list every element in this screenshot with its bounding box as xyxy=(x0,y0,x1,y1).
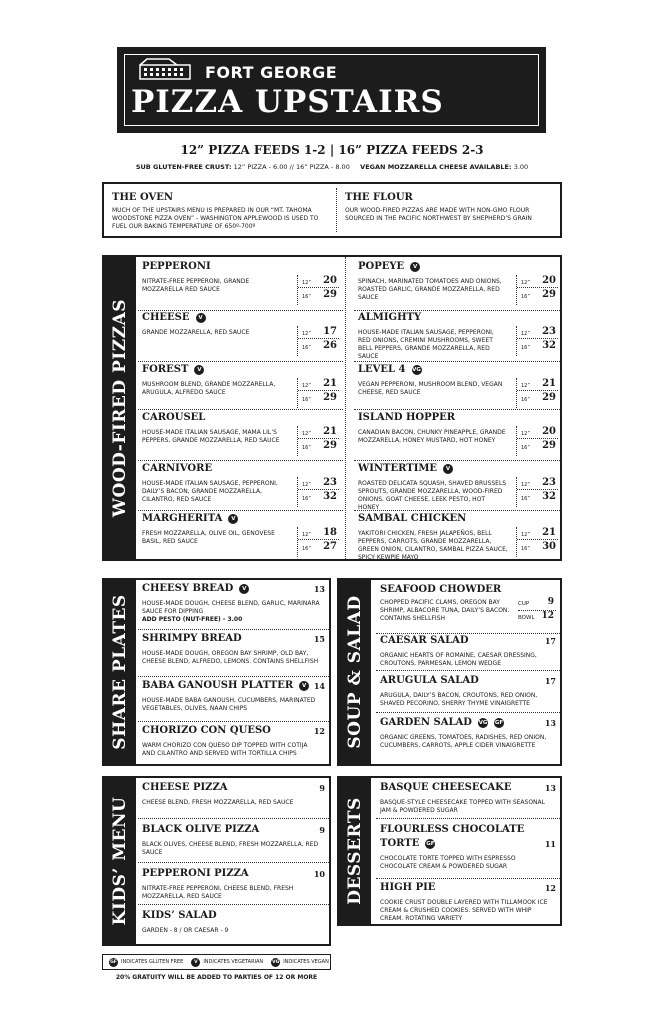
item-name-row xyxy=(380,882,435,893)
item-divider xyxy=(138,721,329,722)
item-name: CHEESE xyxy=(142,312,190,323)
diet-badge: GF xyxy=(110,959,117,965)
price-row-16 xyxy=(517,440,558,453)
item-name: CARNIVORE xyxy=(142,463,213,474)
item-divider xyxy=(138,629,329,630)
price-row-12 xyxy=(298,426,339,439)
menu-item-dessert xyxy=(380,782,556,820)
item-price: 11 xyxy=(544,839,556,849)
price-16: 29 xyxy=(323,440,337,451)
desserts-band-label: DESSERTS xyxy=(345,797,365,905)
item-divider xyxy=(138,862,329,863)
item-name-row xyxy=(142,412,205,423)
menu-item-pizza xyxy=(142,312,339,362)
menu-item-pizza xyxy=(358,364,558,410)
item-name-row xyxy=(380,675,479,686)
oven-flour-divider xyxy=(336,188,337,232)
vegan-cheese-text: 3.00 xyxy=(513,163,529,171)
price-box xyxy=(516,378,558,408)
item-price: 17 xyxy=(544,636,556,646)
price-row-16 xyxy=(298,289,339,302)
price-row-16 xyxy=(517,340,558,353)
price-12: 20 xyxy=(542,426,556,437)
item-name-row xyxy=(142,364,204,375)
item-name: FOREST xyxy=(142,364,189,375)
size-label: 12” xyxy=(302,532,311,538)
menu-item-pizza xyxy=(358,261,558,311)
item-description: BASQUE-STYLE CHEESECAKE TOPPED WITH SEASONAL JAM & POWDERED SUGAR xyxy=(380,799,545,814)
price-row-12 xyxy=(298,275,339,288)
price-16: 30 xyxy=(542,541,556,552)
item-name-row xyxy=(358,261,420,272)
item-divider xyxy=(138,409,343,410)
item-description: FRESH MOZZARELLA, OLIVE OIL, GENOVESE BASIL, RED SAUCE xyxy=(142,530,275,545)
menu-item-kids xyxy=(142,910,325,940)
price-box xyxy=(297,378,339,408)
item-name: KIDS’ SALAD xyxy=(142,910,217,921)
item-divider xyxy=(354,310,562,311)
item-divider xyxy=(376,878,560,879)
item-name-row xyxy=(380,717,504,728)
item-name-row xyxy=(142,725,271,736)
item-divider xyxy=(376,670,560,671)
item-price: 13 xyxy=(313,584,325,594)
item-description: HOUSE-MADE ITALIAN SAUSAGE, PEPPERONI, DAILY’S BACON, GRANDE MOZZARELLA, CILANTRO, RED SAUCE xyxy=(142,480,278,503)
legend-text: INDICATES VEGETARIAN xyxy=(203,959,264,965)
share-plates-section xyxy=(102,578,331,766)
item-price: 9 xyxy=(319,783,325,793)
item-divider xyxy=(354,361,562,362)
item-name-row xyxy=(142,633,242,644)
item-price: 15 xyxy=(313,634,325,644)
item-name: SHRIMPY BREAD xyxy=(142,633,242,644)
item-divider xyxy=(376,712,560,713)
item-name-row xyxy=(358,513,466,524)
item-divider xyxy=(138,818,329,819)
price-16: 27 xyxy=(323,541,337,552)
item-name: SEAFOOD CHOWDER xyxy=(380,584,502,595)
item-name-row xyxy=(358,312,421,323)
item-description: CHOPPED PACIFIC CLAMS, OREGON BAY SHRIMP, ALBACORE TUNA, DAILY’S BACON. CONTAINS SHELLFISH xyxy=(380,599,510,622)
cup-label: CUP xyxy=(518,601,530,607)
size-label: 12” xyxy=(521,383,530,389)
item-price: 9 xyxy=(319,825,325,835)
bowl-price: 12 xyxy=(541,611,554,621)
price-row-16 xyxy=(517,392,558,405)
diet-badge: VG xyxy=(412,366,421,373)
item-name-row xyxy=(142,910,217,921)
menu-item-share xyxy=(142,680,325,723)
item-name: BLACK OLIVE PIZZA xyxy=(142,824,260,835)
menu-item-pizza xyxy=(142,412,339,461)
item-description: CHEESE BLEND, FRESH MOZZARELLA, RED SAUCE xyxy=(142,799,294,806)
price-16: 32 xyxy=(542,340,556,351)
price-12: 20 xyxy=(323,275,337,286)
soup-band xyxy=(339,580,371,764)
price-row-16 xyxy=(517,491,558,504)
price-row-12 xyxy=(298,326,339,339)
menu-item-pizza xyxy=(358,312,558,362)
size-label: 12” xyxy=(521,331,530,337)
price-16: 29 xyxy=(323,289,337,300)
chowder-price-box xyxy=(518,597,556,625)
menu-item-share xyxy=(142,583,325,631)
menu-item-kids xyxy=(142,824,325,864)
item-description: HOUSE-MADE BABA GANOUSH, CUCUMBERS, MARINATED VEGETABLES, OLIVES, NAAN CHIPS xyxy=(142,697,316,712)
price-row-12 xyxy=(298,477,339,490)
item-description: ARUGULA, DAILY’S BACON, CROUTONS, RED ONION, SHAVED PECORINO, SHERRY THYME VINAIGRETTE xyxy=(380,692,538,707)
bowl-label: BOWL xyxy=(518,615,535,621)
menu-title: PIZZA UPSTAIRS xyxy=(131,84,444,120)
diet-badge: V xyxy=(239,584,249,594)
price-row-12 xyxy=(517,527,558,540)
menu-item-pizza xyxy=(358,463,558,511)
price-12: 23 xyxy=(323,477,337,488)
item-description: HOUSE-MADE DOUGH, OREGON BAY SHRIMP, OLD BAY, CHEESE BLEND, ALFREDO, LEMONS. CONTAINS SHELLFISH xyxy=(142,650,319,665)
dietary-legend xyxy=(102,954,331,970)
size-label: 12” xyxy=(302,280,311,286)
item-name-row xyxy=(142,261,211,272)
item-name: MARGHERITA xyxy=(142,513,223,524)
price-16: 32 xyxy=(323,491,337,502)
diet-badge: V xyxy=(443,464,453,474)
kids-menu-section xyxy=(102,776,331,946)
item-name-row xyxy=(142,782,228,793)
item-name-row xyxy=(358,463,453,474)
price-box xyxy=(297,275,339,305)
menu-item-dessert xyxy=(380,882,556,924)
item-name-row xyxy=(142,680,309,691)
diet-badge: VG xyxy=(478,719,488,726)
diet-badge: V xyxy=(191,958,200,967)
size-label: 16” xyxy=(302,546,311,552)
price-12: 21 xyxy=(542,378,556,389)
item-name: PEPPERONI xyxy=(142,261,211,272)
legend-item xyxy=(191,958,263,967)
price-12: 23 xyxy=(542,477,556,488)
item-name: BABA GANOUSH PLATTER xyxy=(142,680,294,691)
diet-badge: V xyxy=(228,514,238,524)
price-box xyxy=(516,326,558,356)
price-row-16 xyxy=(517,541,558,554)
item-divider xyxy=(138,904,329,905)
item-name: CHEESY BREAD xyxy=(142,583,234,594)
diet-badge: VG xyxy=(272,959,280,965)
legend-item xyxy=(109,958,183,967)
item-description: NITRATE-FREE PEPPERONI, CHEESE BLEND, FRESH MOZZARELLA, RED SAUCE xyxy=(142,885,294,900)
diet-badge: GF xyxy=(426,840,435,847)
gf-crust-label: SUB GLUTEN-FREE CRUST: xyxy=(135,163,232,171)
diet-badge: V xyxy=(194,365,204,375)
item-description: NITRATE-FREE PEPPERONI, GRANDE MOZZARELLA RED SAUCE xyxy=(142,278,250,293)
price-box xyxy=(516,527,558,557)
wood-fired-pizzas-section xyxy=(102,255,562,561)
price-16: 32 xyxy=(542,491,556,502)
menu-item-seafood-chowder xyxy=(380,584,556,628)
item-name-row xyxy=(142,312,206,323)
item-description: VEGAN PEPPERONI, MUSHROOM BLEND, VEGAN CHEESE, RED SAUCE xyxy=(358,381,503,396)
item-description: MUSHROOM BLEND, GRANDE MOZZARELLA, ARUGULA, ALFREDO SAUCE xyxy=(142,381,276,396)
price-12: 21 xyxy=(323,426,337,437)
item-name: CAESAR SALAD xyxy=(380,635,469,646)
diet-badge: GF xyxy=(494,719,504,726)
item-price: 13 xyxy=(544,783,556,793)
header-banner xyxy=(117,47,546,133)
share-band xyxy=(104,580,136,764)
price-row-12 xyxy=(517,378,558,391)
desserts-section xyxy=(337,776,562,926)
item-name: LEVEL 4 xyxy=(358,364,406,375)
oven-flour-box xyxy=(102,182,562,238)
menu-item-pizza xyxy=(142,463,339,511)
price-box xyxy=(297,527,339,557)
item-divider xyxy=(354,460,562,461)
item-name: GARDEN SALAD xyxy=(380,717,472,728)
size-label: 16” xyxy=(302,496,311,502)
item-name-row xyxy=(142,513,238,524)
item-divider xyxy=(376,818,560,819)
item-divider xyxy=(138,676,329,677)
menu-item-pizza xyxy=(142,513,339,559)
menu-item-kids xyxy=(142,868,325,906)
item-description: WARM CHORIZO CON QUESO DIP TOPPED WITH COTIJA AND CILANTRO AND SERVED WITH TORTILLA CHIPS xyxy=(142,742,308,757)
kids-band xyxy=(104,778,136,944)
menu-item-share xyxy=(142,725,325,765)
size-label: 16” xyxy=(302,345,311,351)
item-description: HOUSE-MADE ITALIAN SAUSAGE, PEPPERONI, RED ONIONS, CREMINI MUSHROOMS, SWEET BELL PEPPERS, GRANDE MOZZARELLA, RED SAUCE xyxy=(358,329,494,360)
size-label: 16” xyxy=(521,397,530,403)
price-box xyxy=(516,426,558,456)
item-divider xyxy=(138,361,343,362)
price-box xyxy=(297,477,339,507)
item-price: 13 xyxy=(544,718,556,728)
price-16: 29 xyxy=(542,440,556,451)
gf-crust-text: 12” PIZZA - 6.00 // 16” PIZZA - 8.00 xyxy=(233,163,350,171)
item-description: HOUSE-MADE ITALIAN SAUSAGE, MAMA LIL’S PEPPERS, GRANDE MOZZARELLA, RED SAUCE xyxy=(142,429,280,444)
item-description: YAKITORI CHICKEN, FRESH JALAPEÑOS, BELL PEPPERS, CARROTS, GRANDE MOZZARELLA, GREEN ONION, CILANTRO, SAMBAL PIZZA SAUCE, SPICY KEWPIE MAYO xyxy=(358,530,508,561)
item-price: 12 xyxy=(544,883,556,893)
item-description: ORGANIC GREENS, TOMATOES, RADISHES, RED ONION, CUCUMBERS, CARROTS, APPLE CIDER VINAIGRETTE xyxy=(380,734,547,749)
diet-badge: V xyxy=(410,262,420,272)
item-name-row xyxy=(142,824,259,835)
price-row-12 xyxy=(517,326,558,339)
menu-item-pizza xyxy=(358,513,558,559)
item-name: ALMIGHTY xyxy=(358,312,422,323)
price-row-12 xyxy=(298,527,339,540)
diet-badge: V xyxy=(299,681,309,691)
crust-options-line xyxy=(0,163,664,171)
brewery-building-icon xyxy=(139,58,191,80)
item-name: SAMBAL CHICKEN xyxy=(358,513,467,524)
menu-item-pizza xyxy=(142,261,339,311)
item-name: CHORIZO CON QUESO xyxy=(142,725,271,736)
price-12: 21 xyxy=(323,378,337,389)
item-description: ORGANIC HEARTS OF ROMAINE, CAESAR DRESSING, CROUTONS, PARMESAN, LEMON WEDGE xyxy=(380,652,537,667)
size-label: 12” xyxy=(521,532,530,538)
price-row-16 xyxy=(298,340,339,353)
item-description: SPINACH, MARINATED TOMATOES AND ONIONS, ROASTED GARLIC, GRANDE MOZZARELLA, RED SAUCE xyxy=(358,278,502,301)
price-12: 20 xyxy=(542,275,556,286)
item-divider xyxy=(138,310,343,311)
size-label: 12” xyxy=(302,331,311,337)
item-name: ARUGULA SALAD xyxy=(380,675,479,686)
price-row-12 xyxy=(298,378,339,391)
item-name: POPEYE xyxy=(358,261,405,272)
flour-text: OUR WOOD-FIRED PIZZAS ARE MADE WITH NON-GMO FLOUR SOURCED IN THE PACIFIC NORTHWEST BY SHEPHERD’S GRAIN xyxy=(345,207,532,222)
soup-band-label: SOUP & SALAD xyxy=(345,595,365,749)
item-price: 17 xyxy=(544,676,556,686)
price-row-16 xyxy=(298,392,339,405)
brand-name: FORT GEORGE xyxy=(205,63,338,82)
kids-band-label: KIDS’ MENU xyxy=(110,796,130,926)
desserts-band xyxy=(339,778,371,924)
item-price: 14 xyxy=(313,681,325,691)
item-name-row xyxy=(380,635,469,646)
vegan-cheese-label: VEGAN MOZZARELLA CHEESE AVAILABLE: xyxy=(360,163,512,171)
item-description: ROASTED DELICATA SQUASH, SHAVED BRUSSELS SPROUTS, GRANDE MOZZARELLA, WOOD-FIRED ONIONS, GOAT CHEESE, LEEK PESTO, HOT HONEY xyxy=(358,480,507,511)
price-row-16 xyxy=(298,440,339,453)
flour-title: THE FLOUR xyxy=(345,192,413,203)
item-description: CANADIAN BACON, CHUNKY PINEAPPLE, GRANDE MOZZARELLA, HONEY MUSTARD, HOT HONEY xyxy=(358,429,506,444)
size-label: 16” xyxy=(521,546,530,552)
item-divider xyxy=(354,510,562,511)
item-name: ISLAND HOPPER xyxy=(358,412,456,423)
price-box xyxy=(516,477,558,507)
size-label: 16” xyxy=(521,445,530,451)
price-16: 29 xyxy=(542,289,556,300)
item-name-row xyxy=(358,412,455,423)
price-row-12 xyxy=(517,275,558,288)
price-16: 26 xyxy=(323,340,337,351)
item-divider xyxy=(354,409,562,410)
size-label: 16” xyxy=(302,397,311,403)
item-name-row xyxy=(380,824,524,835)
price-12: 17 xyxy=(323,326,337,337)
size-label: 12” xyxy=(302,482,311,488)
price-row-16 xyxy=(298,541,339,554)
menu-item-pizza xyxy=(358,412,558,461)
size-label: 16” xyxy=(521,345,530,351)
item-name-row xyxy=(142,583,249,594)
price-12: 21 xyxy=(542,527,556,538)
price-12: 23 xyxy=(542,326,556,337)
item-addon: ADD PESTO (NUT-FREE) - 3.00 xyxy=(142,616,243,623)
size-label: 16” xyxy=(521,496,530,502)
item-divider xyxy=(138,460,343,461)
item-description: GRANDE MOZZARELLA, RED SAUCE xyxy=(142,329,250,336)
item-name: PEPPERONI PIZZA xyxy=(142,868,249,879)
size-label: 12” xyxy=(521,431,530,437)
legend-text: INDICATES GLUTEN FREE xyxy=(121,959,184,965)
item-description: HOUSE-MADE DOUGH, CHEESE BLEND, GARLIC, MARINARA SAUCE FOR DIPPING xyxy=(142,600,320,615)
item-description: COOKIE CRUST DOUBLE LAYERED WITH TILLAMOOK ICE CREAM & CRUSHED COOKIES. SERVED WITH WHIP CREAM. ROTATING VARIETY xyxy=(380,899,548,922)
item-price: 12 xyxy=(313,726,325,736)
item-name: WINTERTIME xyxy=(358,463,438,474)
menu-item-salad xyxy=(380,675,556,715)
size-label: 12” xyxy=(521,482,530,488)
menu-item-salad xyxy=(380,717,556,757)
size-label: 16” xyxy=(302,294,311,300)
menu-item-dessert xyxy=(380,824,556,880)
item-description: GARDEN - 8 / OR CAESAR - 9 xyxy=(142,927,229,934)
price-16: 29 xyxy=(542,392,556,403)
menu-item-salad xyxy=(380,635,556,673)
item-name-row xyxy=(380,782,512,793)
price-12: 18 xyxy=(323,527,337,538)
size-label: 16” xyxy=(521,294,530,300)
oven-title: THE OVEN xyxy=(112,192,174,203)
price-16: 29 xyxy=(323,392,337,403)
item-price: 10 xyxy=(313,869,325,879)
item-name: CAROUSEL xyxy=(142,412,206,423)
item-name: BASQUE CHEESECAKE xyxy=(380,782,512,793)
legend-text: INDICATES VEGAN xyxy=(283,959,329,965)
soup-salad-section xyxy=(337,578,562,766)
gratuity-note: 20% GRATUITY WILL BE ADDED TO PARTIES OF 12 OR MORE xyxy=(115,974,318,981)
legend-item xyxy=(271,958,329,967)
size-label: 12” xyxy=(521,280,530,286)
oven-text: MUCH OF THE UPSTAIRS MENU IS PREPARED IN OUR “MT. TAHOMA WOODSTONE PIZZA OVEN” - WASHINGTON APPLEWOOD IS USED TO FUEL OUR BAKING TEMPERATURE OF 650º-700º xyxy=(112,207,319,230)
item-name-row-2 xyxy=(380,838,435,849)
price-row-12 xyxy=(517,426,558,439)
item-name: HIGH PIE xyxy=(380,882,436,893)
menu-item-kids xyxy=(142,782,325,820)
item-divider xyxy=(138,510,343,511)
pizza-sizes-line: 12” PIZZA FEEDS 1-2 | 16” PIZZA FEEDS 2-3 xyxy=(180,143,484,157)
price-row-16 xyxy=(298,491,339,504)
diet-badge: V xyxy=(196,313,206,323)
item-name: CHEESE PIZZA xyxy=(142,782,228,793)
price-row-12 xyxy=(517,477,558,490)
pizzas-band-label: WOOD-FIRED PIZZAS xyxy=(110,298,130,518)
item-name: FLOURLESS CHOCOLATE xyxy=(380,824,525,835)
pizzas-band xyxy=(104,257,136,559)
oven-info xyxy=(112,192,322,231)
menu-item-pizza xyxy=(142,364,339,410)
item-description: CHOCOLATE TORTE TOPPED WITH ESPRESSO CHOCOLATE CREAM & POWDERED SUGAR xyxy=(380,855,516,870)
menu-item-share xyxy=(142,633,325,678)
item-name-cont: TORTE xyxy=(380,838,420,849)
cup-price: 9 xyxy=(547,597,554,607)
price-box xyxy=(516,275,558,305)
pizza-column-divider xyxy=(345,257,346,559)
item-name-row xyxy=(142,463,212,474)
size-label: 12” xyxy=(302,431,311,437)
price-box xyxy=(297,326,339,356)
price-box xyxy=(297,426,339,456)
size-label: 12” xyxy=(302,383,311,389)
item-description: BLACK OLIVES, CHEESE BLEND, FRESH MOZZARELLA, RED SAUCE xyxy=(142,841,319,856)
flour-info xyxy=(345,192,555,223)
item-name-row xyxy=(358,364,422,375)
size-label: 16” xyxy=(302,445,311,451)
item-divider xyxy=(376,633,560,634)
item-name-row xyxy=(142,868,249,879)
share-band-label: SHARE PLATES xyxy=(110,594,130,750)
price-row-16 xyxy=(517,289,558,302)
